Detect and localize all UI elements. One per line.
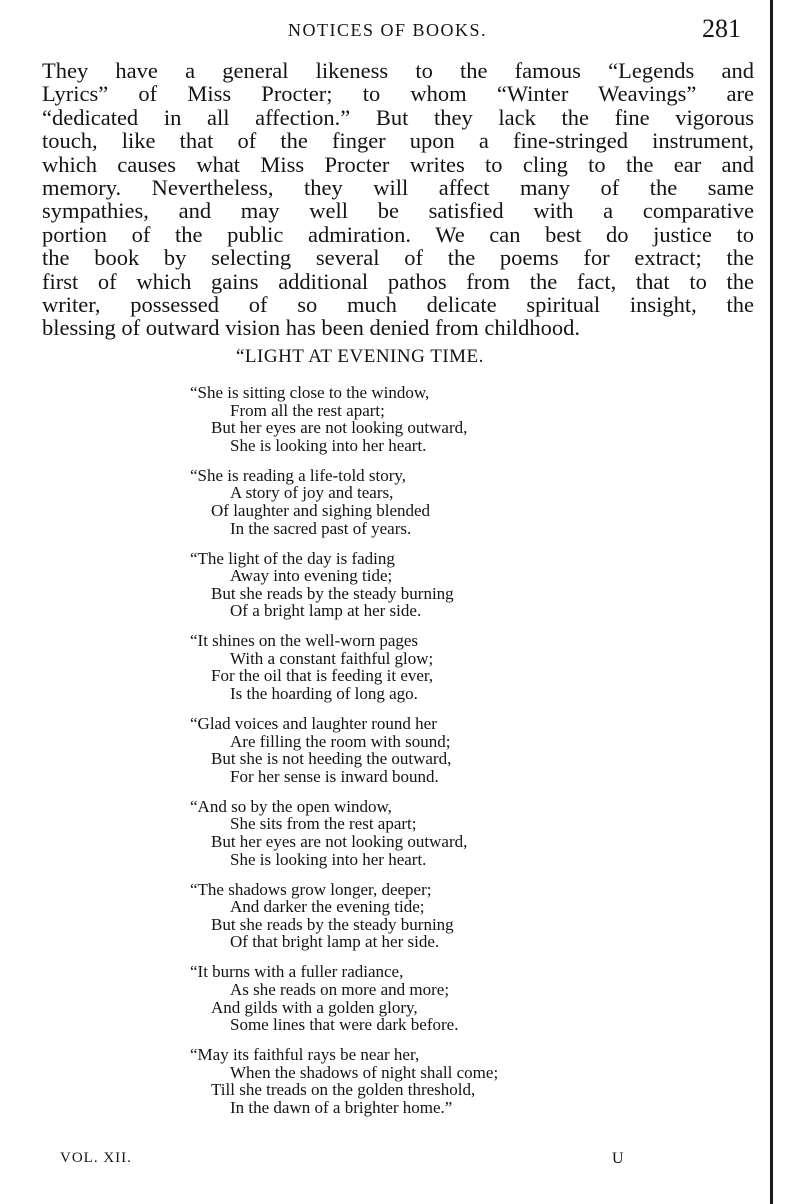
stanza bbox=[190, 467, 610, 537]
verse-line: She is looking into her heart. bbox=[230, 435, 427, 455]
verse-line: “Glad voices and laughter round her bbox=[190, 714, 437, 734]
prose-line: They have a general likeness to the famous “Legends and bbox=[42, 58, 754, 83]
verse-line: “May its faithful rays be near her, bbox=[190, 1045, 420, 1065]
verse-line: For her sense is inward bound. bbox=[230, 766, 439, 786]
prose-line: blessing of outward vision has been denied from childhood. bbox=[42, 315, 581, 341]
verse-line: But she reads by the steady burning bbox=[211, 914, 454, 934]
stanza bbox=[190, 881, 610, 951]
verse-line: For the oil that is feeding it ever, bbox=[211, 666, 434, 686]
verse-line: Of that bright lamp at her side. bbox=[230, 932, 440, 952]
verse-line: She is looking into her heart. bbox=[230, 849, 427, 869]
verse-line: Some lines that were dark before. bbox=[230, 1015, 459, 1035]
stanza bbox=[190, 1046, 610, 1116]
verse-line: “It burns with a fuller radiance, bbox=[190, 962, 404, 982]
page-number: 281 bbox=[702, 14, 741, 43]
prose-line: which causes what Miss Procter writes to cling to the ear and bbox=[42, 151, 754, 177]
verse-line: “It shines on the well-worn pages bbox=[190, 631, 419, 651]
prose-line: first of which gains additional pathos from the fact, that to the bbox=[42, 268, 754, 294]
signature-mark: U bbox=[612, 1150, 624, 1167]
verse-line: Are filling the room with sound; bbox=[230, 731, 451, 751]
prose-line: touch, like that of the finger upon a fine-stringed instrument, bbox=[42, 128, 754, 154]
review-paragraph bbox=[42, 59, 754, 340]
verse-line: “And so by the open window, bbox=[190, 796, 392, 816]
verse-line: Is the hoarding of long ago. bbox=[230, 684, 418, 704]
verse-line: Of laughter and sighing blended bbox=[211, 500, 431, 520]
volume-mark: VOL. XII. bbox=[60, 1150, 132, 1166]
verse-line: In the sacred past of years. bbox=[230, 518, 412, 538]
verse-line: When the shadows of night shall come; bbox=[230, 1062, 499, 1082]
verse-line: “The shadows grow longer, deeper; bbox=[190, 879, 432, 899]
verse-line: As she reads on more and more; bbox=[230, 979, 450, 999]
prose-line: Lyrics” of Miss Procter; to whom “Winter Weavings” are bbox=[42, 81, 754, 107]
running-head-title: NOTICES OF BOOKS. bbox=[288, 20, 488, 40]
verse-line: She sits from the rest apart; bbox=[230, 814, 417, 834]
prose-line: “dedicated in all affection.” But they lack the fine vigorous bbox=[42, 104, 754, 130]
verse-line: But she is not heeding the outward, bbox=[211, 749, 452, 769]
verse-line: Till she treads on the golden threshold, bbox=[211, 1080, 476, 1100]
stanza bbox=[190, 550, 610, 620]
stanza bbox=[190, 715, 610, 785]
verse-line: But her eyes are not looking outward, bbox=[211, 832, 468, 852]
stanza bbox=[190, 798, 610, 868]
stanza bbox=[190, 963, 610, 1033]
verse-line: “The light of the day is fading bbox=[190, 548, 395, 568]
verse-line: And darker the evening tide; bbox=[230, 897, 425, 917]
verse-line: With a constant faithful glow; bbox=[230, 648, 434, 668]
verse-line: From all the rest apart; bbox=[230, 400, 385, 420]
verse-line: “She is reading a life-told story, bbox=[190, 465, 407, 485]
stanza bbox=[190, 384, 610, 454]
poem-body bbox=[190, 384, 610, 1129]
prose-line: writer, possessed of so much delicate spiritual insight, the bbox=[42, 291, 754, 317]
verse-line: Away into evening tide; bbox=[230, 566, 393, 586]
verse-line: But her eyes are not looking outward, bbox=[211, 418, 468, 438]
verse-line: “She is sitting close to the window, bbox=[190, 383, 430, 402]
verse-line: Of a bright lamp at her side. bbox=[230, 601, 422, 621]
stanza bbox=[190, 632, 610, 702]
verse-line: But she reads by the steady burning bbox=[211, 583, 454, 603]
prose-line: memory. Nevertheless, they will affect many of the same bbox=[42, 174, 754, 200]
verse-line: And gilds with a golden glory, bbox=[211, 997, 418, 1017]
page-edge-rule bbox=[770, 0, 773, 1204]
prose-line: portion of the public admiration. We can best do justice to bbox=[42, 221, 754, 247]
verse-line: In the dawn of a brighter home.” bbox=[230, 1097, 453, 1117]
prose-line: the book by selecting several of the poems for extract; the bbox=[42, 245, 754, 271]
page-footer bbox=[0, 1150, 780, 1174]
running-head bbox=[0, 14, 780, 44]
verse-line: A story of joy and tears, bbox=[230, 483, 394, 503]
prose-line: sympathies, and may well be satisfied with a comparative bbox=[42, 198, 754, 224]
poem-title: “LIGHT AT EVENING TIME. bbox=[236, 346, 484, 367]
